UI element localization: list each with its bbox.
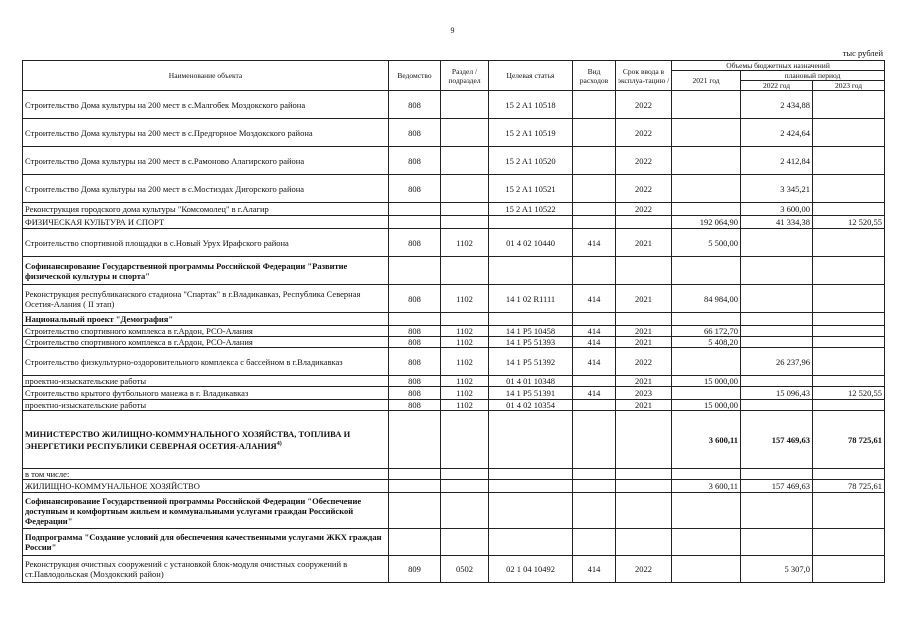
row-type [573,529,616,556]
row-dept: 809 [389,556,441,583]
row-dept: 808 [389,119,441,147]
row-2022 [741,337,813,348]
row-section: 1102 [441,348,489,376]
program-title: Софинансирование Государственной программы Российской Федерации "Развитие физической культуры и спорта" [23,257,389,285]
program-row [23,493,885,529]
row-2021 [672,529,741,556]
row-2023 [813,175,885,203]
row-2021 [672,313,741,326]
row-2021: 15 000,00 [672,400,741,411]
row-section [441,119,489,147]
row-type [573,147,616,175]
row-commission: 2022 [616,119,672,147]
row-type: 414 [573,326,616,337]
row-2022 [741,469,813,480]
row-2023: 78 725,61 [813,411,885,469]
row-dept: 808 [389,376,441,387]
table-row [23,91,885,119]
table-row [23,326,885,337]
row-dept: 808 [389,229,441,257]
row-article: 14 1 02 R1111 [489,285,573,313]
table-row [23,400,885,411]
row-2021 [672,493,741,529]
row-article [489,480,573,493]
program-row [23,257,885,285]
budget-table [22,60,885,583]
table-row [23,348,885,376]
row-dept: 808 [389,337,441,348]
row-2021 [672,387,741,400]
row-article [489,493,573,529]
row-name: Строительство спортивной площадки в с.Новый Урух Ирафского района [23,229,389,257]
row-commission [616,216,672,229]
row-name: Строительство Дома культуры на 200 мест в с.Предгорное Моздокского района [23,119,389,147]
row-name: Реконструкция городского дома культуры "Комсомолец" в г.Алагир [23,203,389,216]
row-name: проектно-изыскательские работы [23,400,389,411]
table-row [23,376,885,387]
section-title: ФИЗИЧЕСКАЯ КУЛЬТУРА И СПОРТ [23,216,389,229]
row-section [441,147,489,175]
row-2023 [813,203,885,216]
row-type [573,257,616,285]
header-name: Наименование объекта [23,61,389,91]
row-2023 [813,229,885,257]
header-2021: 2021 год [672,71,741,91]
row-2023: 12 520,55 [813,387,885,400]
row-commission: 2022 [616,348,672,376]
row-dept [389,313,441,326]
row-section: 1102 [441,376,489,387]
row-2022 [741,400,813,411]
row-commission: 2021 [616,376,672,387]
row-2023 [813,529,885,556]
row-2022: 157 469,63 [741,411,813,469]
row-2021: 15 000,00 [672,376,741,387]
row-commission: 2021 [616,400,672,411]
table-row [23,229,885,257]
row-2021 [672,348,741,376]
ministry-title [23,411,389,469]
row-dept [389,529,441,556]
row-2021 [672,257,741,285]
row-section: 1102 [441,229,489,257]
table-row [23,285,885,313]
row-section: 1102 [441,387,489,400]
row-2023 [813,376,885,387]
row-name: Строительство Дома культуры на 200 мест в с.Мостиздах Дигорского района [23,175,389,203]
row-type [573,216,616,229]
row-2023 [813,257,885,285]
row-2022 [741,313,813,326]
row-article [489,411,573,469]
units-label: тыс рублей [842,48,883,58]
row-name: Строительство спортивного комплекса в г.Ардон, РСО-Алания [23,326,389,337]
row-dept [389,469,441,480]
program-title: Национальный проект "Демография" [23,313,389,326]
row-name: Строительство крытого футбольного манежа в г. Владикавказ [23,387,389,400]
row-2021: 84 984,00 [672,285,741,313]
row-section [441,411,489,469]
row-dept [389,216,441,229]
row-2023 [813,285,885,313]
row-name: Строительство физкультурно-оздоровительного комплекса с бассейном в г.Владикавказ [23,348,389,376]
program-title: Софинансирование Государственной программы Российской Федерации "Обеспечение доступным и комфортным жильем и коммунальными услугами граждан Российской Федерации" [23,493,389,529]
row-commission: 2022 [616,203,672,216]
row-section [441,529,489,556]
row-section [441,257,489,285]
row-2022 [741,376,813,387]
ministry-footnote: 4) [276,440,282,447]
row-commission: 2022 [616,175,672,203]
row-article [489,529,573,556]
row-type [573,480,616,493]
row-2023: 78 725,61 [813,480,885,493]
row-dept [389,411,441,469]
row-type: 414 [573,348,616,376]
row-type: 414 [573,285,616,313]
row-2021 [672,203,741,216]
row-section [441,203,489,216]
row-article: 14 1 P5 51391 [489,387,573,400]
header-expense-type: Вид расходов [573,61,616,91]
row-commission: 2021 [616,326,672,337]
row-2021: 3 600,11 [672,411,741,469]
row-article: 15 2 A1 10520 [489,147,573,175]
section-row [23,216,885,229]
row-article: 01 4 02 10440 [489,229,573,257]
row-section [441,313,489,326]
row-name: Строительство Дома культуры на 200 мест в с.Рамоново Алагирского района [23,147,389,175]
row-2022: 3 600,00 [741,203,813,216]
row-article [489,257,573,285]
row-2022: 26 237,96 [741,348,813,376]
row-commission: 2021 [616,337,672,348]
row-commission [616,493,672,529]
header-section: Раздел / подраздел [441,61,489,91]
row-section: 0502 [441,556,489,583]
table-row [23,119,885,147]
row-section [441,91,489,119]
table-row [23,469,885,480]
row-commission: 2023 [616,387,672,400]
row-2022: 2 434,88 [741,91,813,119]
row-section: 1102 [441,285,489,313]
row-2023 [813,91,885,119]
row-dept [389,203,441,216]
row-2023 [813,400,885,411]
row-2021 [672,119,741,147]
row-name: Реконструкция республиканского стадиона "Спартак" в г.Владикавказ, Республика Северная Осетия-Алания ( II этап) [23,285,389,313]
row-type: 414 [573,229,616,257]
row-commission: 2022 [616,556,672,583]
section-title: ЖИЛИЩНО-КОММУНАЛЬНОЕ ХОЗЯЙСТВО [23,480,389,493]
ministry-name: МИНИСТЕРСТВО ЖИЛИЩНО-КОММУНАЛЬНОГО ХОЗЯЙСТВА, ТОПЛИВА И ЭНЕРГЕТИКИ РЕСПУБЛИКИ СЕВЕРНАЯ ОСЕТИЯ-АЛАНИЯ [25,428,351,451]
row-dept: 808 [389,175,441,203]
row-2022 [741,493,813,529]
row-name: проектно-изыскательские работы [23,376,389,387]
row-2022: 15 096,43 [741,387,813,400]
row-2023 [813,119,885,147]
row-section [441,175,489,203]
section-row [23,480,885,493]
header-dept: Ведомство [389,61,441,91]
row-2022: 2 412,84 [741,147,813,175]
row-article: 01 4 01 10348 [489,376,573,387]
row-dept [389,257,441,285]
program-row [23,529,885,556]
row-section [441,480,489,493]
row-2023 [813,556,885,583]
row-2021 [672,556,741,583]
row-commission [616,411,672,469]
row-type [573,175,616,203]
row-article: 15 2 A1 10522 [489,203,573,216]
row-dept [389,480,441,493]
row-section: 1102 [441,400,489,411]
row-2021: 66 172,70 [672,326,741,337]
row-article: 14 1 P5 51393 [489,337,573,348]
row-2021 [672,91,741,119]
row-dept [389,493,441,529]
row-commission [616,529,672,556]
table-row [23,147,885,175]
row-type: 414 [573,556,616,583]
table-row [23,203,885,216]
row-2022: 5 307,0 [741,556,813,583]
row-dept: 808 [389,326,441,337]
row-commission [616,480,672,493]
program-row [23,313,885,326]
row-article [489,469,573,480]
row-commission: 2021 [616,229,672,257]
row-type [573,376,616,387]
row-2022 [741,326,813,337]
row-2021: 5 500,00 [672,229,741,257]
header-budget-volumes: Объемы бюджетных назначений [672,61,885,71]
row-type [573,203,616,216]
subprogram-title: Подпрограмма "Создание условий для обеспечения качественными услугами ЖКХ граждан России" [23,529,389,556]
row-dept: 808 [389,348,441,376]
row-article [489,313,573,326]
row-article [489,216,573,229]
row-type [573,411,616,469]
row-dept: 808 [389,91,441,119]
row-article: 15 2 A1 10521 [489,175,573,203]
table-row [23,387,885,400]
header-2022: 2022 год [741,81,813,91]
row-name: Строительство спортивного комплекса в г.Ардон, РСО-Алания [23,337,389,348]
row-commission [616,257,672,285]
row-2023 [813,469,885,480]
row-2022 [741,529,813,556]
row-article: 14 1 P5 10458 [489,326,573,337]
row-dept: 808 [389,285,441,313]
row-2023 [813,326,885,337]
row-2022: 157 469,63 [741,480,813,493]
row-article: 02 1 04 10492 [489,556,573,583]
table-row [23,175,885,203]
row-commission [616,469,672,480]
row-section: 1102 [441,337,489,348]
row-type [573,400,616,411]
row-2022 [741,285,813,313]
row-section: 1102 [441,326,489,337]
row-2023 [813,337,885,348]
row-type: 414 [573,387,616,400]
row-2021 [672,147,741,175]
row-type [573,469,616,480]
row-type: 414 [573,337,616,348]
row-2021 [672,175,741,203]
row-name: Реконструкция очистных сооружений с установкой блок-модуля очистных сооружений в ст.Павлодольская (Моздокский район) [23,556,389,583]
header-2023: 2023 год [813,81,885,91]
row-dept: 808 [389,147,441,175]
row-2023 [813,348,885,376]
row-name: Строительство Дома культуры на 200 мест в с.Малгобек Моздокского района [23,91,389,119]
row-article: 14 1 P5 51392 [489,348,573,376]
row-2023: 12 520,55 [813,216,885,229]
header-commission: Срок ввода в эксплуа-тацию / [616,61,672,91]
row-commission: 2021 [616,285,672,313]
row-commission: 2022 [616,91,672,119]
row-2022 [741,257,813,285]
row-2023 [813,493,885,529]
row-2021: 5 408,20 [672,337,741,348]
row-commission [616,313,672,326]
table-row [23,556,885,583]
row-section [441,216,489,229]
row-article: 15 2 A1 10519 [489,119,573,147]
header-article: Целевая статья [489,61,573,91]
row-section [441,493,489,529]
row-type [573,493,616,529]
row-2021: 3 600,11 [672,480,741,493]
row-2022: 41 334,38 [741,216,813,229]
row-name: в том числе: [23,469,389,480]
row-2023 [813,147,885,175]
header-plan-period: плановый период [741,71,885,81]
row-dept: 808 [389,400,441,411]
row-dept: 808 [389,387,441,400]
row-2021 [672,469,741,480]
row-article: 15 2 A1 10518 [489,91,573,119]
row-2023 [813,313,885,326]
row-2021: 192 064,90 [672,216,741,229]
row-section [441,469,489,480]
row-2022 [741,229,813,257]
row-type [573,91,616,119]
table-row [23,337,885,348]
row-type [573,119,616,147]
row-commission: 2022 [616,147,672,175]
row-2022: 3 345,21 [741,175,813,203]
page-number: 9 [450,26,455,35]
row-2022: 2 424,64 [741,119,813,147]
ministry-row [23,411,885,469]
row-type [573,313,616,326]
row-article: 01 4 02 10354 [489,400,573,411]
